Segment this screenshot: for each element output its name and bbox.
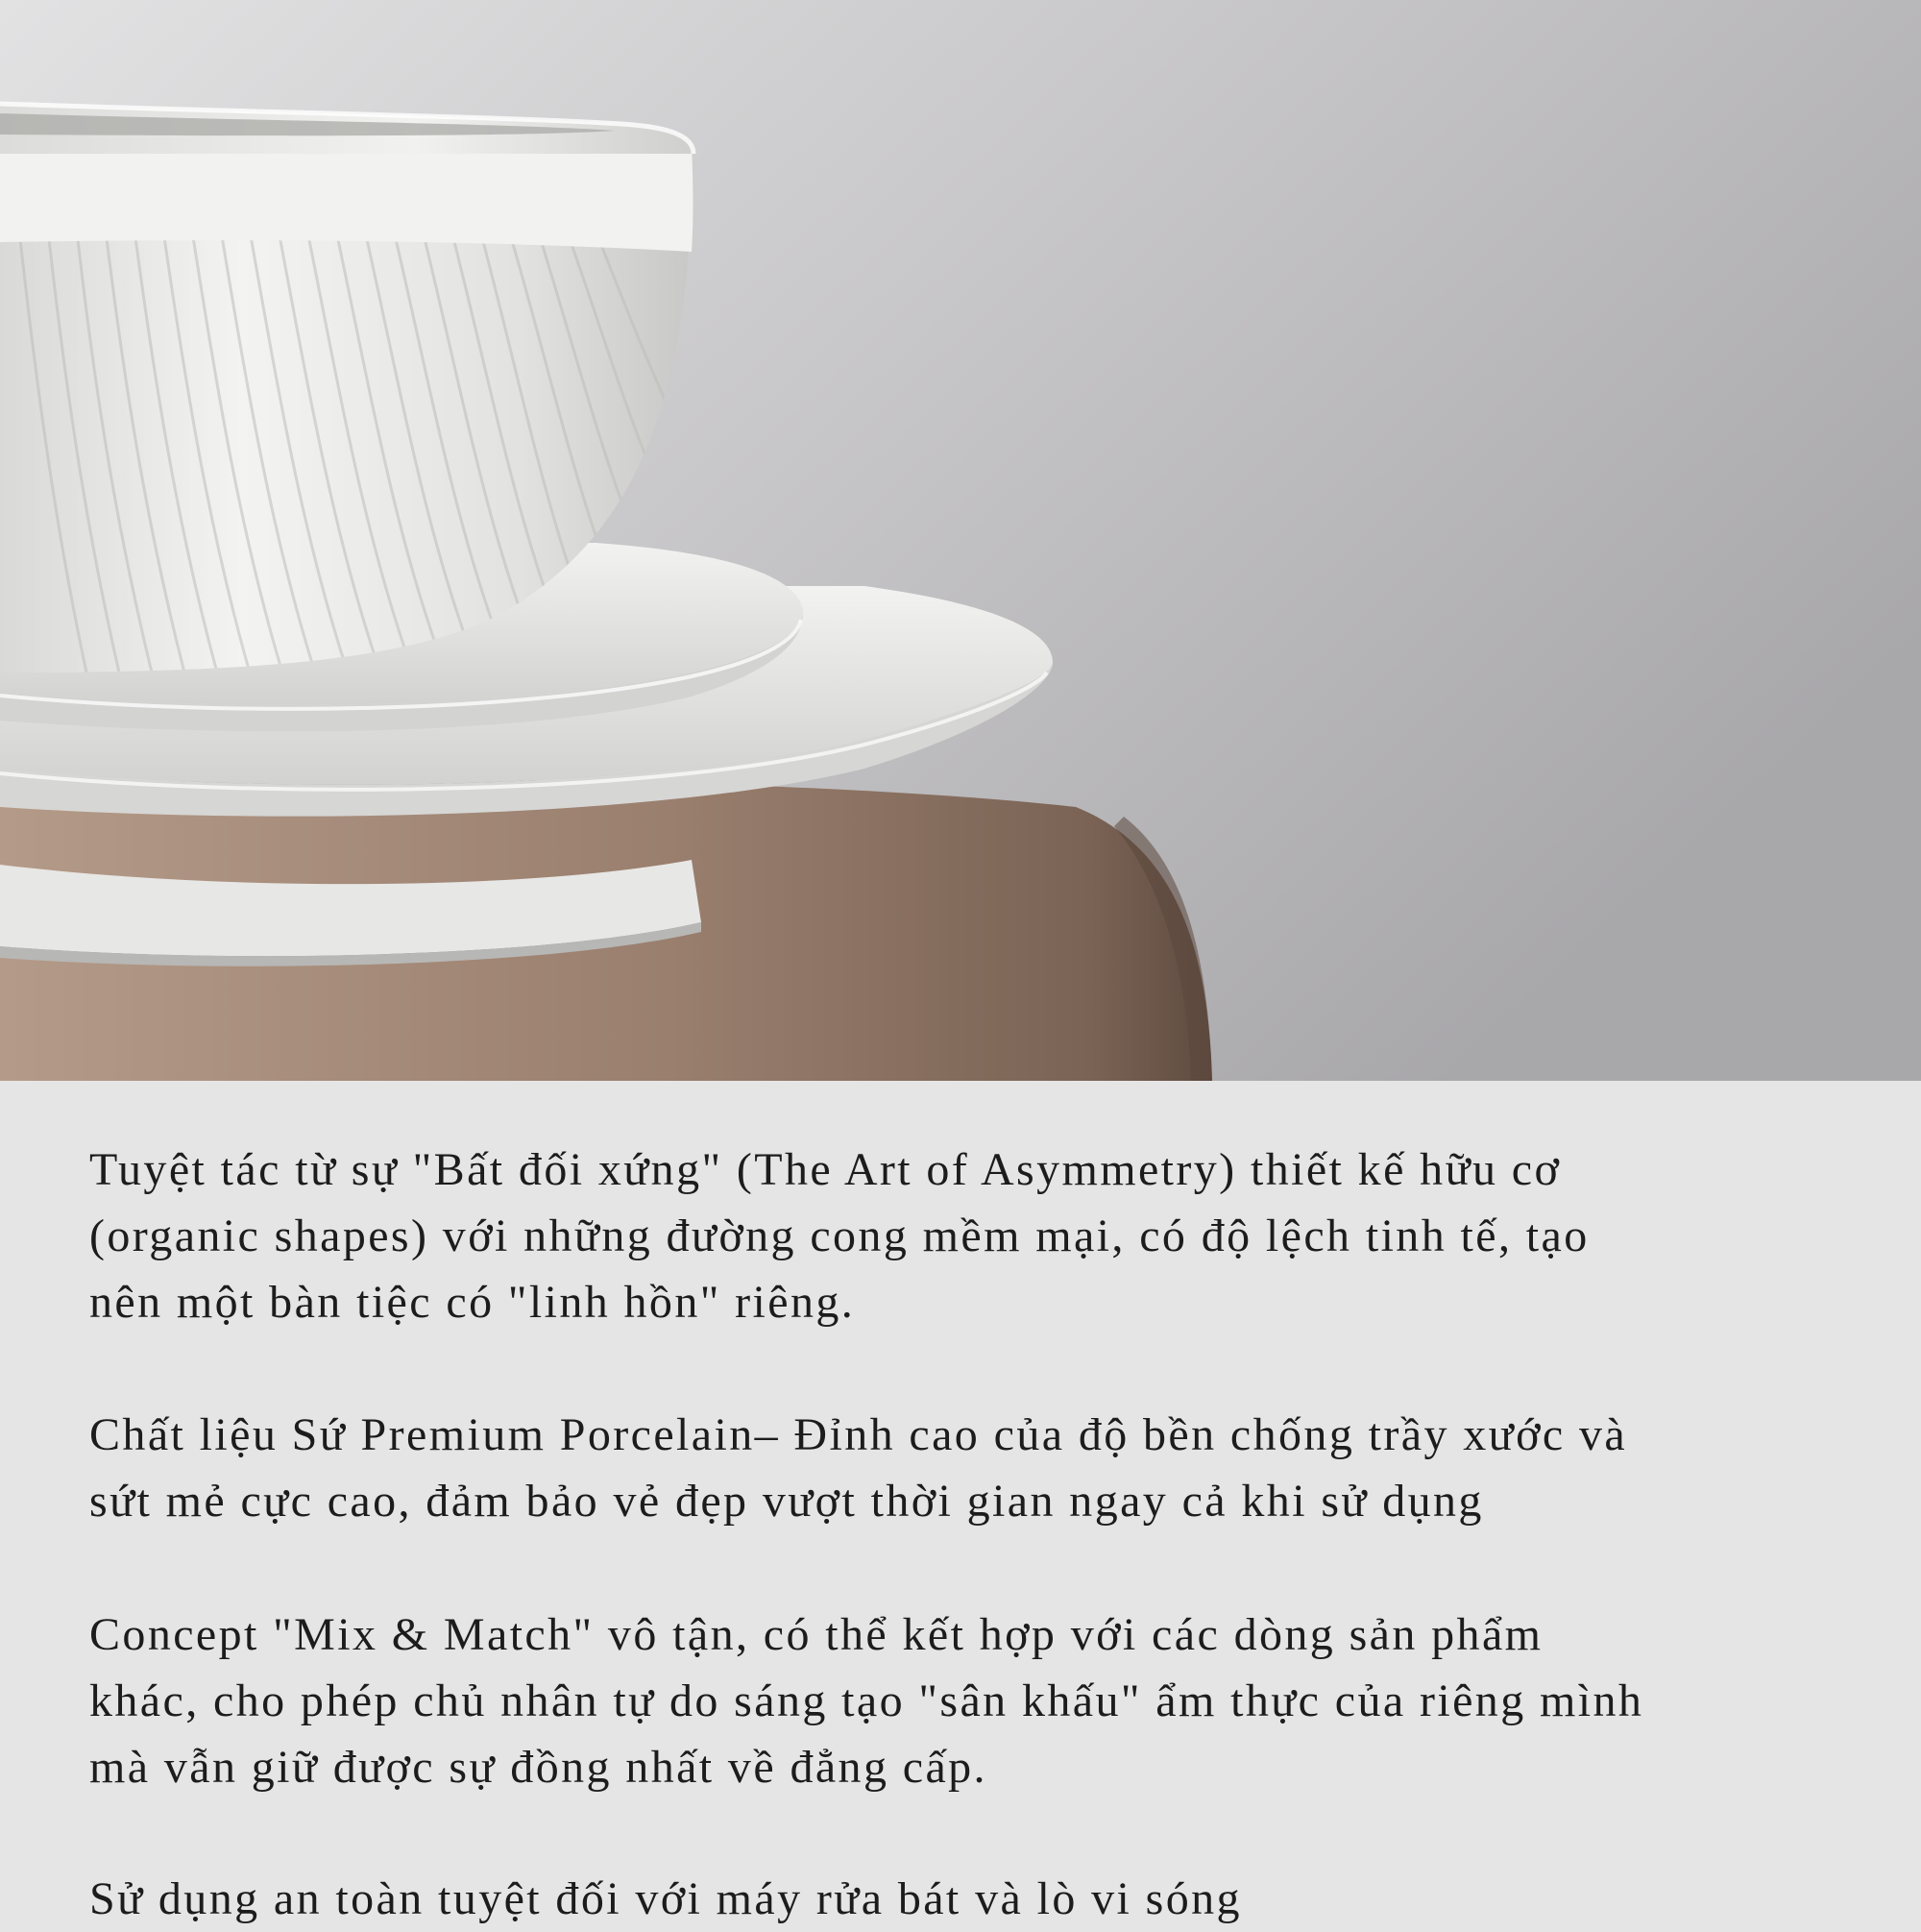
paragraph-material: [89, 1402, 1847, 1534]
paragraph-line: mà vẫn giữ được sự đồng nhất về đẳng cấp.: [89, 1742, 987, 1793]
paragraph-line: sứt mẻ cực cao, đảm bảo vẻ đẹp vượt thời gian ngay cả khi sử dụng: [89, 1476, 1484, 1527]
paragraph-line: Concept "Mix & Match" vô tận, có thể kết hợp với các dòng sản phẩm: [89, 1609, 1544, 1660]
paragraph-line: khác, cho phép chủ nhân tự do sáng tạo "sân khấu" ẩm thực của riêng mình: [89, 1675, 1644, 1726]
paragraph-line: Chất liệu Sứ Premium Porcelain– Đỉnh cao của độ bền chống trầy xước và: [89, 1409, 1628, 1460]
paragraph-line: nên một bàn tiệc có "linh hồn" riêng.: [89, 1277, 856, 1328]
product-description: [0, 1081, 1921, 1924]
paragraph-line: Sử dụng an toàn tuyệt đối với máy rửa bát và lò vi sóng: [89, 1873, 1242, 1924]
paragraph-asymmetry: [89, 1137, 1847, 1335]
paragraph-line: Tuyệt tác từ sự "Bất đối xứng" (The Art of Asymmetry) thiết kế hữu cơ: [89, 1144, 1562, 1195]
paragraph-mix-and-match: [89, 1602, 1847, 1800]
paragraph-line: (organic shapes) với những đường cong mềm mại, có độ lệch tinh tế, tạo: [89, 1211, 1590, 1261]
paragraph-safety: [89, 1866, 1847, 1932]
